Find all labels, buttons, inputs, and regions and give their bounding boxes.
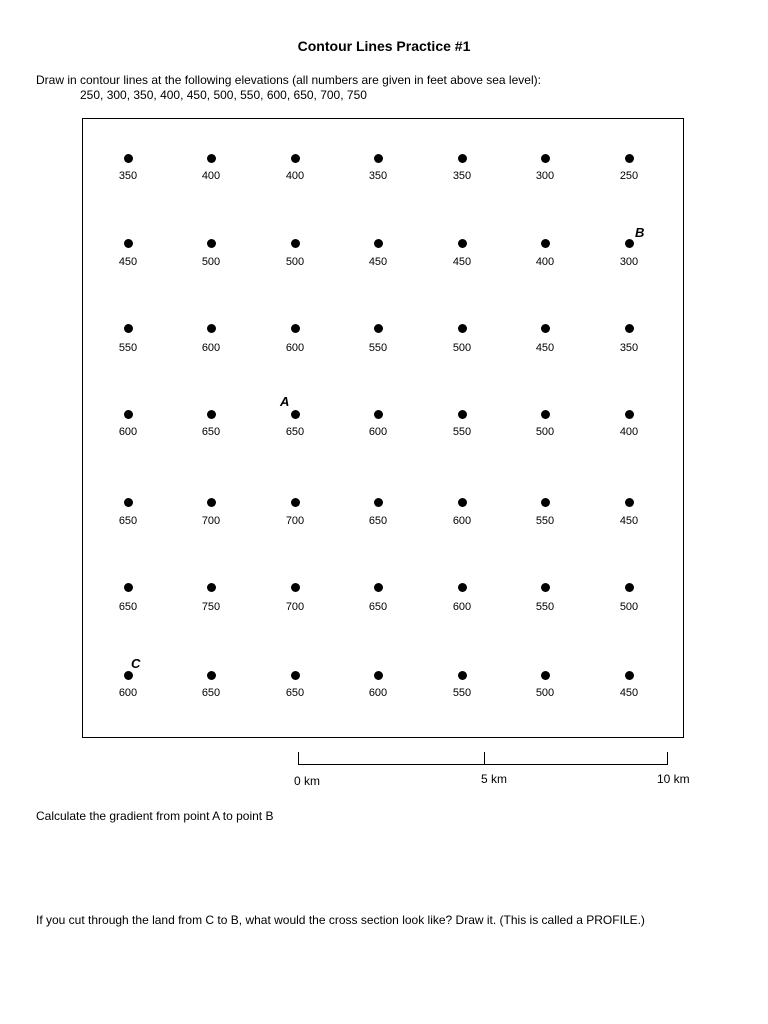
elevation-value: 500 bbox=[285, 256, 305, 268]
elevation-point bbox=[207, 154, 216, 163]
elevation-value: 350 bbox=[368, 170, 388, 182]
elevation-point bbox=[291, 498, 300, 507]
elevation-value: 650 bbox=[285, 426, 305, 438]
elevation-value: 550 bbox=[452, 687, 472, 699]
elevation-value: 750 bbox=[201, 601, 221, 613]
elevation-point bbox=[207, 410, 216, 419]
elevation-value: 400 bbox=[201, 170, 221, 182]
elevation-point bbox=[541, 498, 550, 507]
elevation-point bbox=[458, 583, 467, 592]
elevation-point bbox=[124, 154, 133, 163]
elevation-value: 450 bbox=[118, 256, 138, 268]
elevation-value: 450 bbox=[619, 687, 639, 699]
elevation-value: 650 bbox=[368, 515, 388, 527]
elevation-point bbox=[458, 154, 467, 163]
elevation-point bbox=[291, 410, 300, 419]
elevation-value: 500 bbox=[619, 601, 639, 613]
elevation-value: 550 bbox=[118, 342, 138, 354]
elevation-point bbox=[541, 239, 550, 248]
elevation-value: 350 bbox=[118, 170, 138, 182]
elevation-value: 500 bbox=[535, 687, 555, 699]
elevation-point bbox=[207, 498, 216, 507]
elevation-value: 600 bbox=[201, 342, 221, 354]
scale-tick-end bbox=[667, 752, 668, 765]
elevation-value: 650 bbox=[118, 515, 138, 527]
elevation-value: 600 bbox=[452, 601, 472, 613]
elevation-point bbox=[291, 324, 300, 333]
elevation-point bbox=[625, 410, 634, 419]
elevation-point bbox=[374, 154, 383, 163]
elevation-value: 350 bbox=[619, 342, 639, 354]
elevation-value: 450 bbox=[452, 256, 472, 268]
elevation-point bbox=[625, 154, 634, 163]
elevation-value: 650 bbox=[201, 687, 221, 699]
elevation-value: 500 bbox=[535, 426, 555, 438]
elevation-point bbox=[124, 498, 133, 507]
elevation-value: 700 bbox=[285, 601, 305, 613]
elevation-point bbox=[124, 671, 133, 680]
elevation-value: 300 bbox=[619, 256, 639, 268]
worksheet-title: Contour Lines Practice #1 bbox=[297, 38, 471, 54]
elevation-value: 550 bbox=[535, 515, 555, 527]
instructions-text: Draw in contour lines at the following elevations (all numbers are given in feet above sea level): bbox=[36, 73, 541, 87]
elevation-value: 250 bbox=[619, 170, 639, 182]
elevation-value: 600 bbox=[118, 687, 138, 699]
elevation-point bbox=[541, 583, 550, 592]
elevation-point bbox=[124, 410, 133, 419]
elevation-value: 600 bbox=[118, 426, 138, 438]
elevation-point bbox=[374, 324, 383, 333]
elevation-point bbox=[458, 498, 467, 507]
elevation-list: 250, 300, 350, 400, 450, 500, 550, 600, 650, 700, 750 bbox=[80, 88, 367, 102]
point-b-label: B bbox=[635, 225, 645, 240]
question-profile: If you cut through the land from C to B, what would the cross section look like? Draw it. (This is called a PROFILE.) bbox=[36, 913, 645, 927]
elevation-value: 700 bbox=[285, 515, 305, 527]
elevation-value: 450 bbox=[619, 515, 639, 527]
elevation-point bbox=[458, 410, 467, 419]
elevation-value: 300 bbox=[535, 170, 555, 182]
scale-tick-mid bbox=[484, 752, 485, 765]
elevation-value: 550 bbox=[368, 342, 388, 354]
scale-tick-start bbox=[298, 752, 299, 765]
elevation-value: 600 bbox=[452, 515, 472, 527]
elevation-point bbox=[374, 498, 383, 507]
elevation-point bbox=[458, 671, 467, 680]
scale-label-5km: 5 km bbox=[481, 772, 508, 786]
elevation-point bbox=[458, 324, 467, 333]
elevation-value: 650 bbox=[285, 687, 305, 699]
point-a-label: A bbox=[280, 394, 290, 409]
elevation-point bbox=[374, 583, 383, 592]
elevation-point bbox=[291, 583, 300, 592]
elevation-point bbox=[625, 498, 634, 507]
elevation-value: 400 bbox=[285, 170, 305, 182]
scale-bar-line bbox=[298, 764, 668, 765]
elevation-value: 450 bbox=[535, 342, 555, 354]
elevation-point bbox=[541, 671, 550, 680]
elevation-point bbox=[124, 583, 133, 592]
elevation-point bbox=[625, 324, 634, 333]
elevation-value: 400 bbox=[619, 426, 639, 438]
elevation-point bbox=[625, 583, 634, 592]
elevation-point bbox=[291, 154, 300, 163]
elevation-point bbox=[625, 239, 634, 248]
elevation-point bbox=[207, 324, 216, 333]
elevation-point bbox=[541, 324, 550, 333]
elevation-point bbox=[124, 324, 133, 333]
elevation-point bbox=[207, 671, 216, 680]
scale-label-10km: 10 km bbox=[657, 772, 690, 786]
elevation-value: 550 bbox=[535, 601, 555, 613]
elevation-value: 400 bbox=[535, 256, 555, 268]
elevation-point bbox=[291, 239, 300, 248]
question-gradient: Calculate the gradient from point A to point B bbox=[36, 809, 274, 823]
elevation-point bbox=[291, 671, 300, 680]
elevation-value: 650 bbox=[201, 426, 221, 438]
elevation-value: 500 bbox=[452, 342, 472, 354]
elevation-point bbox=[541, 154, 550, 163]
elevation-value: 600 bbox=[368, 687, 388, 699]
elevation-point bbox=[207, 583, 216, 592]
elevation-point bbox=[207, 239, 216, 248]
elevation-point bbox=[374, 410, 383, 419]
elevation-value: 600 bbox=[368, 426, 388, 438]
elevation-value: 350 bbox=[452, 170, 472, 182]
elevation-point bbox=[625, 671, 634, 680]
elevation-point bbox=[124, 239, 133, 248]
point-c-label: C bbox=[131, 656, 141, 671]
elevation-value: 500 bbox=[201, 256, 221, 268]
elevation-value: 450 bbox=[368, 256, 388, 268]
elevation-value: 600 bbox=[285, 342, 305, 354]
elevation-value: 550 bbox=[452, 426, 472, 438]
elevation-value: 700 bbox=[201, 515, 221, 527]
elevation-value: 650 bbox=[368, 601, 388, 613]
elevation-point bbox=[541, 410, 550, 419]
elevation-point bbox=[374, 239, 383, 248]
scale-label-0km: 0 km bbox=[294, 774, 321, 788]
elevation-point bbox=[458, 239, 467, 248]
elevation-value: 650 bbox=[118, 601, 138, 613]
elevation-point bbox=[374, 671, 383, 680]
